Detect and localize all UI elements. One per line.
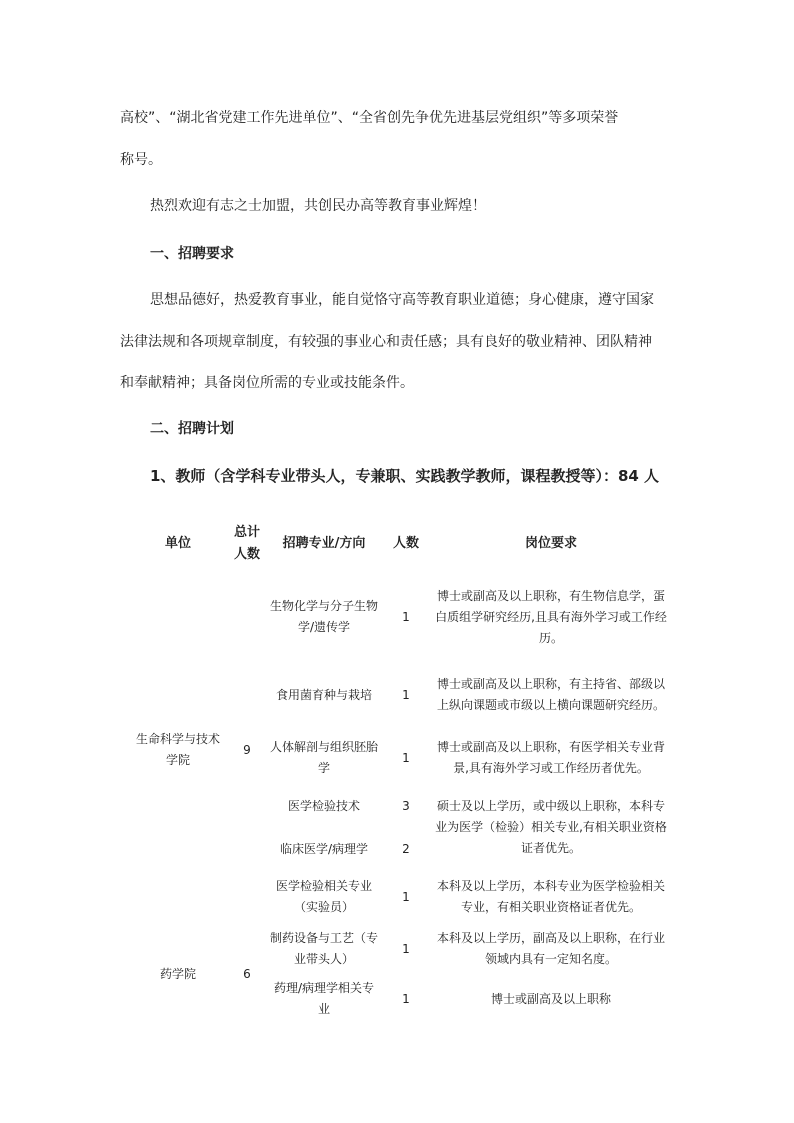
- teacher-subheading: 1、教师（含学科专业带头人，专兼职、实践教学教师，课程教授等）：84 人: [150, 467, 660, 485]
- requirement-cell: 博士或副高及以上职称: [490, 991, 611, 1006]
- requirements-line-1: 思想品德好，热爱教育事业，能自觉恪守高等教育职业道德；身心健康，遵守国家: [150, 292, 654, 308]
- count-cell: 1: [402, 941, 410, 956]
- requirement-cell: 博士或副高及以上职称，有主持省、部级以上纵向课题或市级以上横向课题研究经历。: [436, 677, 665, 712]
- welcome-text: 热烈欢迎有志之士加盟，共创民办高等教育事业辉煌！: [150, 198, 486, 214]
- major-cell: 临床医学/病理学: [279, 841, 369, 856]
- table-row: [130, 576, 670, 658]
- recruitment-table: [130, 512, 670, 1024]
- header-requirement: 岗位要求: [524, 536, 577, 551]
- total-cell: 9: [243, 742, 251, 757]
- requirement-cell: 本科及以上学历，本科专业为医学检验相关专业，有相关职业资格证者优先。: [436, 879, 665, 914]
- requirement-cell: 本科及以上学历，副高及以上职称，在行业领域内具有一定知名度。: [436, 931, 665, 966]
- count-cell: 1: [402, 609, 410, 624]
- count-cell: 2: [402, 841, 410, 856]
- major-cell: 制药设备与工艺（专业带头人）: [270, 931, 379, 966]
- major-cell: 生物化学与分子生物学/遗传学: [270, 599, 379, 634]
- requirements-line-3: 和奉献精神；具备岗位所需的专业或技能条件。: [120, 375, 414, 391]
- table-header-row: [130, 512, 670, 576]
- header-count: 人数: [392, 536, 419, 551]
- major-cell: 食用菌育种与栽培: [275, 687, 372, 702]
- requirements-line-2: 法律法规和各项规章制度，有较强的事业心和责任感；具有良好的敬业精神、团队精神: [120, 334, 652, 350]
- unit-cell: 药学院: [159, 966, 196, 981]
- count-cell: 1: [402, 687, 410, 702]
- count-cell: 1: [402, 750, 410, 765]
- header-total: 总计人数: [233, 525, 260, 562]
- intro-line-1: 高校”、“湖北省党建工作先进单位”、“全省创先争优先进基层党组织”等多项荣誉: [120, 110, 619, 126]
- major-cell: 药理/病理学相关专业: [273, 981, 375, 1016]
- count-cell: 1: [402, 991, 410, 1006]
- major-cell: 人体解剖与组织胚胎学: [270, 740, 379, 775]
- major-cell: 医学检验相关专业（实验员）: [275, 879, 372, 914]
- table-row: [130, 924, 670, 974]
- unit-cell: 生命科学与技术学院: [135, 732, 220, 767]
- major-cell: 医学检验技术: [287, 798, 360, 813]
- requirement-cell: 硕士及以上学历，或中级以上职称，本科专业为医学（检验）相关专业,有相关职业资格证者优先。: [435, 798, 667, 855]
- section-title-requirements: 一、招聘要求: [150, 246, 234, 262]
- section-title-plan: 二、招聘计划: [150, 421, 234, 437]
- count-cell: 3: [402, 798, 410, 813]
- intro-line-2: 称号。: [120, 152, 162, 168]
- header-major: 招聘专业/方向: [282, 536, 366, 551]
- count-cell: 1: [402, 889, 410, 904]
- header-unit: 单位: [164, 536, 191, 551]
- total-cell: 6: [243, 966, 251, 981]
- requirement-cell: 博士或副高及以上职称，有生物信息学，蛋白质组学研究经历,且具有海外学习或工作经历。: [435, 588, 667, 645]
- requirement-cell: 博士或副高及以上职称，有医学相关专业背景,具有海外学习或工作经历者优先。: [436, 740, 665, 775]
